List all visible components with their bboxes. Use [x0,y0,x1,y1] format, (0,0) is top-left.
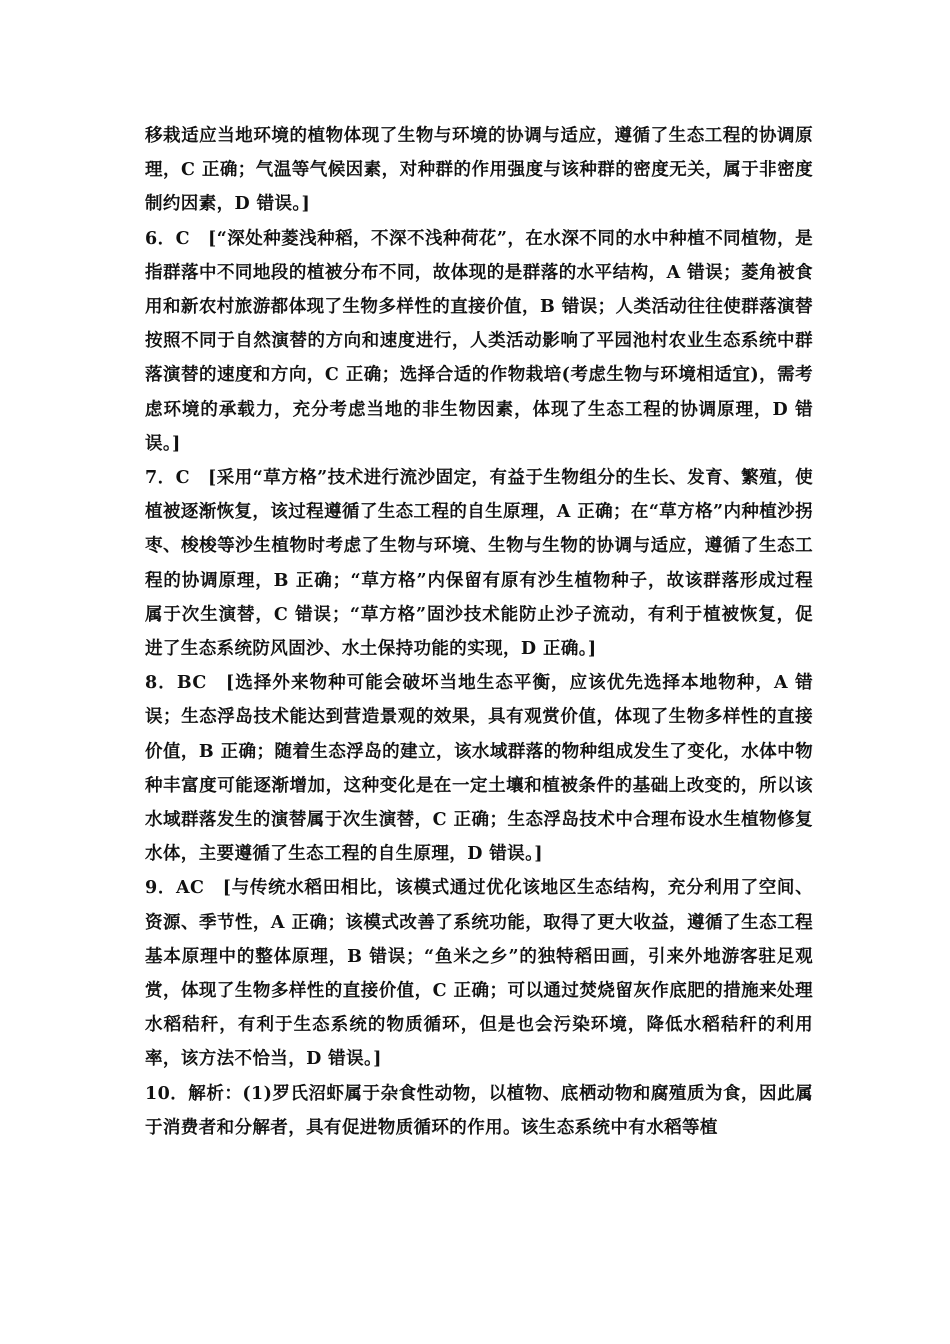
answer-paragraph-continuation: 移栽适应当地环境的植物体现了生物与环境的协调与适应，遵循了生态工程的协调原理，C 正确；气温等气候因素，对种群的作用强度与该种群的密度无关，属于非密度制约因素，D 错误。] [145,126,813,215]
answer-paragraph-6: 6．C [“深处种菱浅种稻，不深不浅种荷花”，在水深不同的水中种植不同植物，是指群落中不同地段的植被分布不同，故体现的是群落的水平结构，A 错误；菱角被食用和新农村旅游都体现了生物多样性的直接价值，B 错误；人类活动往往使群落演替按照不同于自然演替的方向和速度进行，人类活动影响了平园池村农业生态系统中群落演替的速度和方向，C 正确；选择合适的作物栽培(考虑生物与环境相适宜)，需考虑环境的承载力，充分考虑当地的非生物因素，体现了生态工程的协调原理，D 错误。] [145,228,813,454]
answer-paragraph-7: 7．C [采用“草方格”技术进行流沙固定，有益于生物组分的生长、发育、繁殖，使植被逐渐恢复，该过程遵循了生态工程的自生原理，A 正确；在“草方格”内种植沙拐枣、梭梭等沙生植物时考虑了生物与环境、生物与生物的协调与适应，遵循了生态工程的协调原理，B 正确；“草方格”内保留有原有沙生植物种子，故该群落形成过程属于次生演替，C 错误；“草方格”固沙技术能防止沙子流动，有利于植被恢复，促进了生态系统防风固沙、水土保持功能的实现，D 正确。] [145,468,813,660]
answer-paragraph-9: 9．AC [与传统水稻田相比，该模式通过优化该地区生态结构，充分利用了空间、资源、季节性，A 正确；该模式改善了系统功能，取得了更大收益，遵循了生态工程基本原理中的整体原理，B 错误；“鱼米之乡”的独特稻田画，引来外地游客驻足观赏，体现了生物多样性的直接价值，C 正确；可以通过焚烧留灰作底肥的措施来处理水稻秸秆，有利于生态系统的物质循环，但是也会污染环境，降低水稻秸秆的利用率，该方法不恰当，D 错误。] [145,878,813,1070]
answer-paragraph-10: 10．解析：(1)罗氏沼虾属于杂食性动物，以植物、底栖动物和腐殖质为食，因此属于消费者和分解者，具有促进物质循环的作用。该生态系统中有水稻等植 [145,1083,813,1138]
document-page [145,119,813,1145]
answer-paragraph-8: 8．BC [选择外来物种可能会破坏当地生态平衡，应该优先选择本地物种，A 错误；生态浮岛技术能达到营造景观的效果，具有观赏价值，体现了生物多样性的直接价值，B 正确；随着生态浮岛的建立，该水域群落的物种组成发生了变化，水体中物种丰富度可能逐渐增加，这种变化是在一定土壤和植被条件的基础上改变的，所以该水域群落发生的演替属于次生演替，C 正确；生态浮岛技术中合理布设水生植物修复水体，主要遵循了生态工程的自生原理，D 错误。] [145,673,813,865]
